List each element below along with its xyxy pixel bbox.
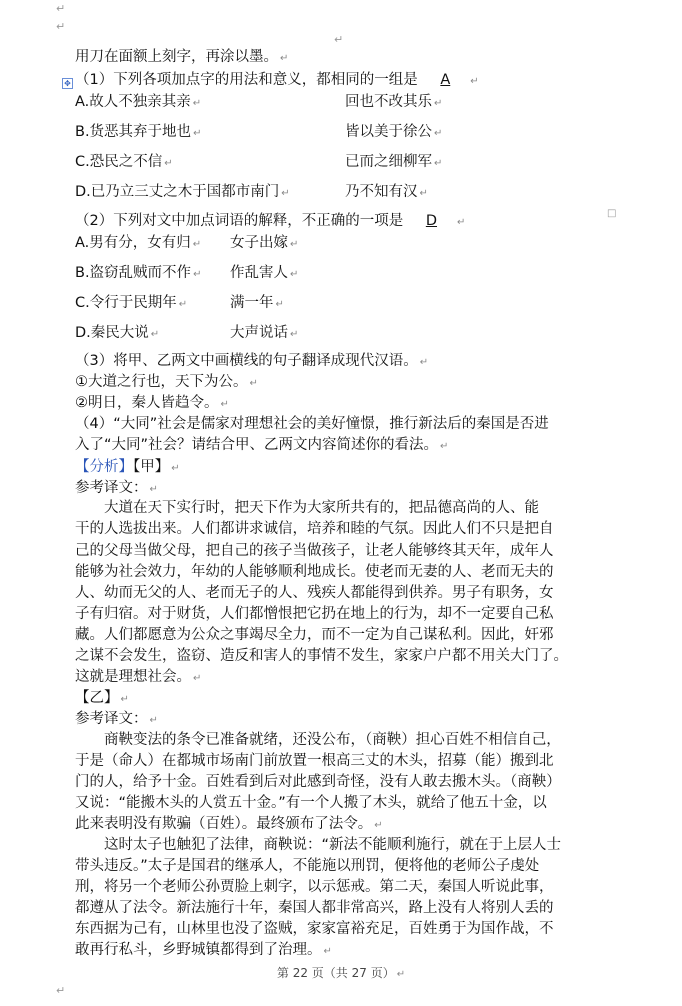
- question-4-line-2: 入了“大同”社会？请结合甲、乙两文内容简述你的看法。 ↵: [75, 437, 449, 453]
- answer-q1: A: [440, 72, 451, 88]
- return-mark-icon: ↵: [56, 2, 66, 15]
- q1-option-b-compare: 皆以美于徐公 ↵: [345, 124, 443, 140]
- analysis-heading: 【分析】【甲】 ↵: [75, 459, 180, 475]
- yi-paragraph-line: 于是（命人）在都城市场南门前放置一根高三丈的木头，招募（能）搬到北: [75, 753, 554, 769]
- q2-option-b-meaning: 作乱害人 ↵: [230, 265, 299, 281]
- question-2: （2）下列对文中加点词语的解释，不正确的一项是 D ↵: [75, 213, 466, 229]
- reference-translation-label: 参考译文： ↵: [75, 480, 158, 496]
- question-3-item-2: ②明日，秦人皆趋令。 ↵: [75, 395, 229, 411]
- reference-translation-label: 参考译文： ↵: [75, 711, 158, 727]
- question-3-item-1: ①大道之行也，天下为公。 ↵: [75, 374, 258, 390]
- line-intro: 用刀在面额上刻字，再涂以墨。 ↵: [75, 49, 289, 65]
- question-1: （1）下列各项加点字的用法和意义，都相同的一组是 A ↵: [75, 72, 479, 88]
- q1-option-d: D.已乃立三丈之木于国都市南门 ↵: [75, 184, 290, 200]
- jia-paragraph-line: 这就是理想社会。 ↵: [75, 669, 202, 685]
- yi-paragraph-line: 都遵从了法令。新法施行十年，秦国人都非常高兴，路上没有人将别人丢的: [75, 900, 554, 916]
- q1-option-d-compare: 乃不知有汉 ↵: [345, 184, 428, 200]
- jia-paragraph-line: 己的父母当做父母，把自己的孩子当做孩子，让老人能够终其天年，成年人: [75, 543, 554, 559]
- jia-paragraph-line: 能够为社会效力，年幼的人能够顺利地成长。使老而无妻的人、老而无夫的: [75, 564, 554, 580]
- yi-paragraph-line: 又说：“能搬木头的人赏五十金。”有一个人搬了木头，就给了他五十金，以: [75, 795, 547, 811]
- yi-paragraph-line: 这时太子也触犯了法律，商鞅说：“新法不能顺利施行，就在于上层人士: [104, 837, 562, 853]
- yi-paragraph-line: 东西据为己有，山林里也没了盗贼，家家富裕充足，百姓勇于为国作战，不: [75, 921, 554, 937]
- yi-paragraph-line: 门的人，给予十金。百姓看到后对此感到奇怪，没有人敢去搬木头。（商鞅）: [75, 774, 561, 790]
- q2-option-a: A.男有分，女有归 ↵: [75, 235, 202, 251]
- table-anchor-icon[interactable]: ✥: [62, 78, 73, 89]
- yi-paragraph-line: 刑，将另一个老师公孙贾脸上刺字，以示惩戒。第二天，秦国人听说此事，: [75, 879, 554, 895]
- return-mark-icon: ↵: [56, 20, 66, 33]
- q1-option-a: A.故人不独亲其亲 ↵: [75, 94, 202, 110]
- return-mark-icon: ↵: [334, 33, 344, 46]
- return-mark-icon: ↵: [56, 984, 66, 997]
- q1-option-b: B.货恶其弃于地也 ↵: [75, 124, 202, 140]
- q1-option-c: C.恐民之不信 ↵: [75, 154, 173, 170]
- yi-label: 【乙】 ↵: [75, 690, 129, 706]
- q2-option-d-meaning: 大声说话 ↵: [230, 325, 299, 341]
- q2-option-c: C.令行于民期年 ↵: [75, 295, 188, 311]
- yi-paragraph-line: 带头违反。”太子是国君的继承人，不能施以刑罚，便将他的老师公子虔处: [75, 858, 540, 874]
- q1-option-a-compare: 回也不改其乐 ↵: [345, 94, 443, 110]
- jia-paragraph-line: 大道在天下实行时，把天下作为大家所共有的，把品德高尚的人、能: [104, 500, 539, 516]
- margin-mark-icon: □: [607, 208, 617, 219]
- q2-option-b: B.盗窃乱贼而不作 ↵: [75, 265, 202, 281]
- jia-paragraph-line: 干的人选拔出来。人们都讲求诚信，培养和睦的气氛。因此人们不只是把自: [75, 521, 554, 537]
- q2-option-d: D.秦民大说 ↵: [75, 325, 160, 341]
- analysis-label: 【分析】: [75, 459, 133, 475]
- q2-option-a-meaning: 女子出嫁 ↵: [230, 235, 299, 251]
- jia-paragraph-line: 人、幼而无父的人、老而无子的人、残疾人都能得到供养。男子有职务，女: [75, 585, 554, 601]
- jia-paragraph-line: 之谋不会发生，盗窃、造反和害人的事情不发生，家家户户都不用关大门了。: [75, 648, 568, 664]
- jia-label: 【甲】: [133, 459, 170, 475]
- jia-paragraph-line: 子有归宿。对于财货，人们都憎恨把它扔在地上的行为，却不一定要自己私: [75, 606, 554, 622]
- yi-paragraph-line: 敢再行私斗，乡野城镇都得到了治理。 ↵: [75, 942, 332, 958]
- answer-q2: D: [425, 213, 438, 229]
- page-footer: 第 22 页（共 27 页） ↵: [276, 966, 406, 980]
- q1-option-c-compare: 已而之细柳军 ↵: [345, 154, 443, 170]
- yi-paragraph-line: 此来表明没有欺骗（百姓）。最终颁布了法令。 ↵: [75, 816, 383, 832]
- question-4-line-1: （4）“大同”社会是儒家对理想社会的美好憧憬，推行新法后的秦国是否进: [75, 416, 549, 432]
- q2-option-c-meaning: 满一年 ↵: [230, 295, 284, 311]
- question-3: （3）将甲、乙两文中画横线的句子翻译成现代汉语。 ↵: [75, 353, 429, 369]
- yi-paragraph-line: 商鞅变法的条令已准备就绪，还没公布，（商鞅）担心百姓不相信自己，: [104, 732, 561, 748]
- jia-paragraph-line: 藏。人们都愿意为公众之事竭尽全力，而不一定为自己谋私利。因此，奸邪: [75, 627, 554, 643]
